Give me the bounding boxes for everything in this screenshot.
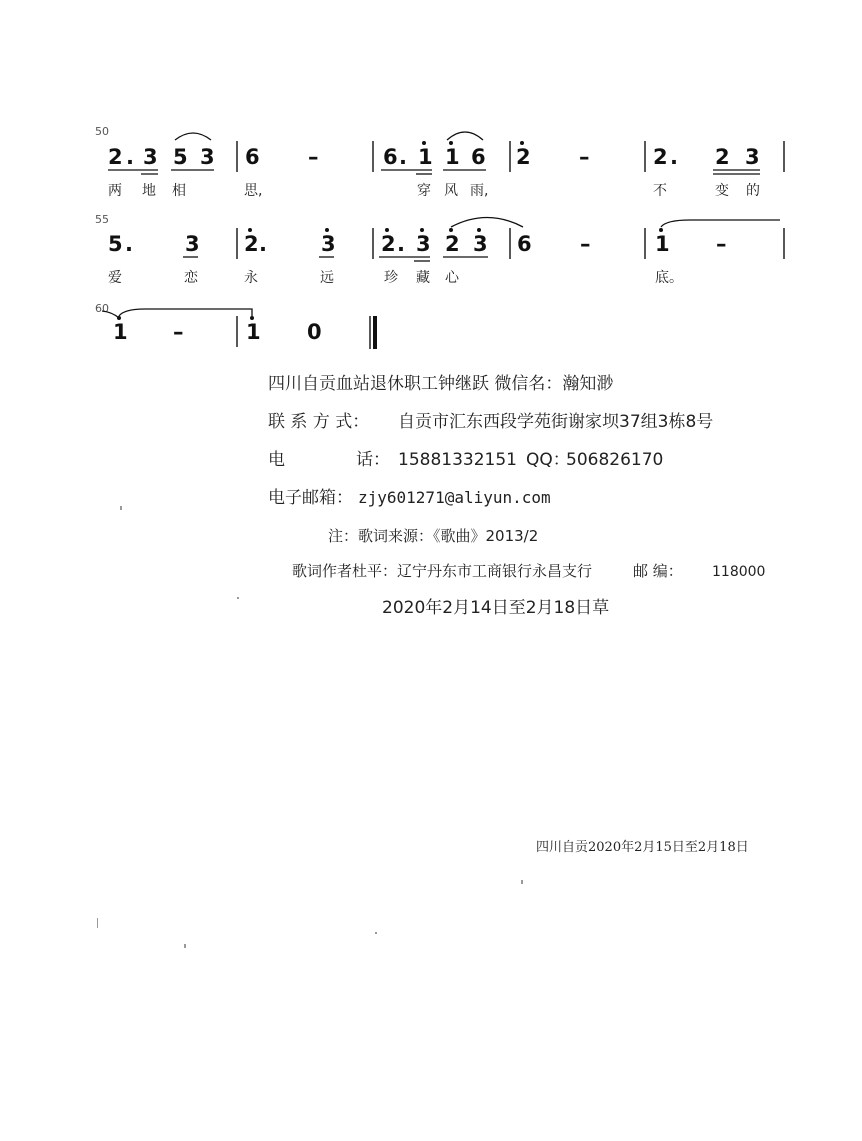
scan-speck bbox=[375, 932, 377, 934]
lyric: 雨, bbox=[470, 183, 489, 199]
note: 2 bbox=[244, 232, 259, 256]
scan-speck bbox=[521, 880, 523, 884]
note: 3 bbox=[473, 232, 488, 256]
note: 0 bbox=[307, 320, 322, 344]
note-dot: . bbox=[397, 232, 405, 256]
note-dot: . bbox=[259, 232, 267, 256]
lyric: 不 bbox=[653, 183, 667, 199]
numbered-music-score bbox=[0, 0, 862, 360]
octave-dot bbox=[325, 228, 329, 232]
scan-speck bbox=[184, 944, 186, 948]
contact-address: 自贡市汇东西段学苑街谢家坝37组3栋8号 bbox=[398, 412, 714, 432]
note: 2 bbox=[381, 232, 396, 256]
octave-dot bbox=[422, 141, 426, 145]
lyric: 藏 bbox=[416, 270, 430, 286]
qq-number: 506826170 bbox=[566, 450, 664, 470]
date-stamp: 四川自贡2020年2月15日至2月18日 bbox=[536, 840, 749, 855]
qq-label: QQ： bbox=[526, 450, 570, 470]
lyrics-source-note: 注：歌词来源：《歌曲》2013/2 bbox=[328, 527, 539, 545]
scan-speck bbox=[97, 918, 98, 928]
octave-dot bbox=[449, 141, 453, 145]
contact-label: 联 系 方 式： bbox=[268, 412, 370, 432]
note: 6 bbox=[471, 145, 486, 169]
note: – bbox=[579, 145, 590, 169]
phone-label: 电 bbox=[268, 450, 285, 470]
note: 1 bbox=[246, 320, 261, 344]
lyric: 地 bbox=[142, 183, 156, 199]
note: 5 bbox=[173, 145, 188, 169]
note: 1 bbox=[113, 320, 128, 344]
lyricist-line: 歌词作者杜平：辽宁丹东市工商银行永昌支行 bbox=[292, 562, 593, 580]
note-dot: . bbox=[670, 145, 678, 169]
lyric: 两 bbox=[108, 183, 122, 199]
lyric: 穿 bbox=[417, 183, 431, 199]
note: – bbox=[580, 232, 591, 256]
email-label: 电子邮箱： bbox=[268, 488, 353, 508]
note: – bbox=[308, 145, 319, 169]
note: 3 bbox=[185, 232, 200, 256]
postcode-label: 邮 编： bbox=[633, 562, 683, 580]
measure-number: 60 bbox=[95, 302, 109, 315]
octave-dot bbox=[659, 228, 663, 232]
octave-dot bbox=[248, 228, 252, 232]
note: 3 bbox=[200, 145, 215, 169]
note: 2 bbox=[516, 145, 531, 169]
lyric: 心 bbox=[445, 270, 459, 286]
octave-dot bbox=[420, 228, 424, 232]
note: 1 bbox=[655, 232, 670, 256]
postcode-value: 118000 bbox=[712, 564, 766, 580]
note-dot: . bbox=[125, 232, 133, 256]
note: 3 bbox=[143, 145, 158, 169]
author-line: 四川自贡血站退休职工钟继跃 微信名：瀚知渺 bbox=[268, 374, 614, 394]
measure-number: 55 bbox=[95, 213, 109, 226]
note: 2 bbox=[653, 145, 668, 169]
email-address: zjy601271@aliyun.com bbox=[358, 488, 551, 507]
octave-dot bbox=[250, 316, 254, 320]
lyric: 爱 bbox=[108, 270, 122, 286]
phone-label-2: 话： bbox=[356, 450, 390, 470]
octave-dot bbox=[520, 141, 524, 145]
note: 3 bbox=[745, 145, 760, 169]
note: 2 bbox=[445, 232, 460, 256]
note: 1 bbox=[445, 145, 460, 169]
lyric: 变 bbox=[715, 183, 729, 199]
note: 6 bbox=[517, 232, 532, 256]
measure-number: 50 bbox=[95, 125, 109, 138]
octave-dot bbox=[449, 228, 453, 232]
note: 3 bbox=[416, 232, 431, 256]
note: – bbox=[173, 320, 184, 344]
octave-dot bbox=[385, 228, 389, 232]
lyric: 恋 bbox=[184, 270, 198, 286]
draft-date: 2020年2月14日至2月18日草 bbox=[382, 598, 610, 618]
lyric: 永 bbox=[244, 270, 258, 286]
note: 2 bbox=[108, 145, 123, 169]
lyric: 相 bbox=[172, 183, 186, 199]
note: 2 bbox=[715, 145, 730, 169]
note: 6 bbox=[245, 145, 260, 169]
scan-speck bbox=[120, 506, 122, 510]
note-dot: . bbox=[126, 145, 134, 169]
phone-number: 15881332151 bbox=[398, 450, 517, 470]
note-dot: . bbox=[399, 145, 407, 169]
note: 6 bbox=[383, 145, 398, 169]
note: 1 bbox=[418, 145, 433, 169]
note: 3 bbox=[321, 232, 336, 256]
lyric: 底。 bbox=[655, 270, 683, 286]
octave-dot bbox=[477, 228, 481, 232]
scan-speck bbox=[237, 597, 239, 599]
lyric: 的 bbox=[746, 183, 760, 199]
lyric: 思, bbox=[244, 183, 263, 199]
lyric: 风 bbox=[444, 183, 458, 199]
note: – bbox=[716, 232, 727, 256]
lyric: 珍 bbox=[384, 270, 398, 286]
note: 5 bbox=[108, 232, 123, 256]
lyric: 远 bbox=[320, 270, 334, 286]
